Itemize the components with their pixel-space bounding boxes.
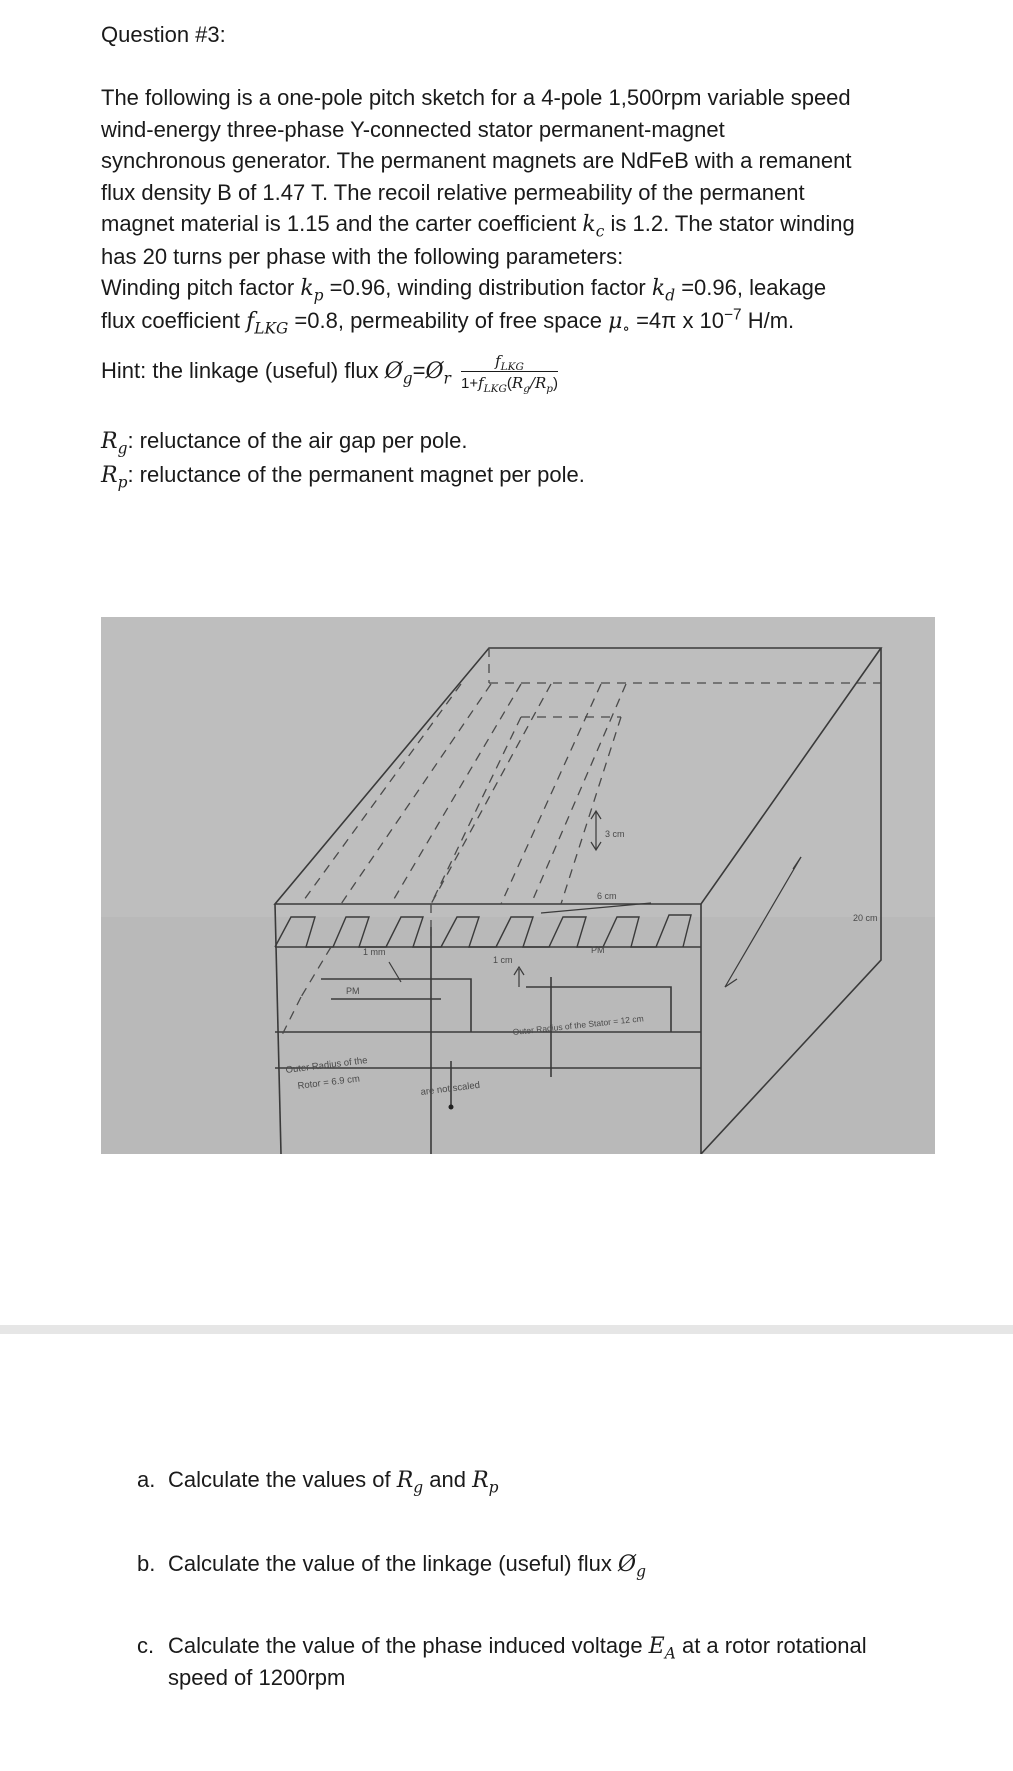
dim-3cm-label: 3 cm xyxy=(605,829,625,839)
pm-stator-label: PM xyxy=(591,945,605,955)
tasks-page xyxy=(0,1334,1013,1771)
rp-definition: $R_p$: reluctance of the permanent magnet per pole. xyxy=(101,462,585,492)
flux-fraction: $\frac{f_{LKG}}{1+f_{LKG}(R_g/R_p)}$ xyxy=(461,352,559,395)
pm-rotor-label: PM xyxy=(346,986,360,996)
not-scaled-note: are not scaled xyxy=(420,1079,481,1098)
task-b: b. Calculate the value of the linkage (useful) flux $Ø_g$ xyxy=(137,1551,646,1581)
rotor-radius-label-2: Rotor = 6.9 cm xyxy=(297,1073,361,1092)
dim-1cm-label: 1 cm xyxy=(493,955,513,965)
paragraph-line: synchronous generator. The permanent magnets are NdFeB with a remanent xyxy=(101,148,852,173)
paragraph-line: The following is a one-pole pitch sketch for a 4-pole 1,500rpm variable speed xyxy=(101,85,851,110)
task-c: c. Calculate the value of the phase induced voltage $E_A$ at a rotor rotational speed of 1200rpm xyxy=(137,1633,867,1690)
dim-6cm-label: 6 cm xyxy=(597,891,617,901)
question-paragraph xyxy=(101,82,961,337)
paragraph-line: wind-energy three-phase Y-connected stator permanent-magnet xyxy=(101,116,725,142)
parameters-line: Winding pitch factor $k_p =0.96$, winding distribution factor $k_d =0.96$, leakage xyxy=(101,275,827,305)
sketch-drawing xyxy=(101,617,935,1154)
paragraph-line: flux density B of 1.47 T. The recoil relative permeability of the permanent xyxy=(101,179,805,205)
rg-definition: $R_g$: reluctance of the air gap per pole. xyxy=(101,428,468,458)
stator-radius-label: Outer Radius of the Stator = 12 cm xyxy=(512,1013,645,1037)
question-title: Question #3: xyxy=(101,22,226,47)
dim-1mm-label: 1 mm xyxy=(363,947,386,957)
task-a: a. Calculate the values of $R_g$ and $R_p$ xyxy=(137,1467,499,1497)
parameters-line: flux coefficient $f_{LKG} =0.8$, permeability of free space $\mu_\circ =4\pi$ x $10^{-7}$ H/m. xyxy=(101,306,795,337)
paragraph-line: magnet material is 1.15 and the carter coefficient $k_c$ is 1.2. The stator winding xyxy=(101,211,855,241)
hint-formula: Hint: the linkage (useful) flux $Ø_g=Ø_r$ $\frac{f_{LKG}}{1+f_{LKG}(R_g/R_p)}$ xyxy=(101,352,559,395)
paragraph-line: has 20 turns per phase with the following parameters: xyxy=(101,243,624,269)
dim-20cm-label: 20 cm xyxy=(853,913,878,923)
generator-sketch xyxy=(101,617,935,1154)
rotor-radius-label-1: Outer Radius of the xyxy=(285,1055,369,1076)
page-divider xyxy=(0,1325,1013,1334)
